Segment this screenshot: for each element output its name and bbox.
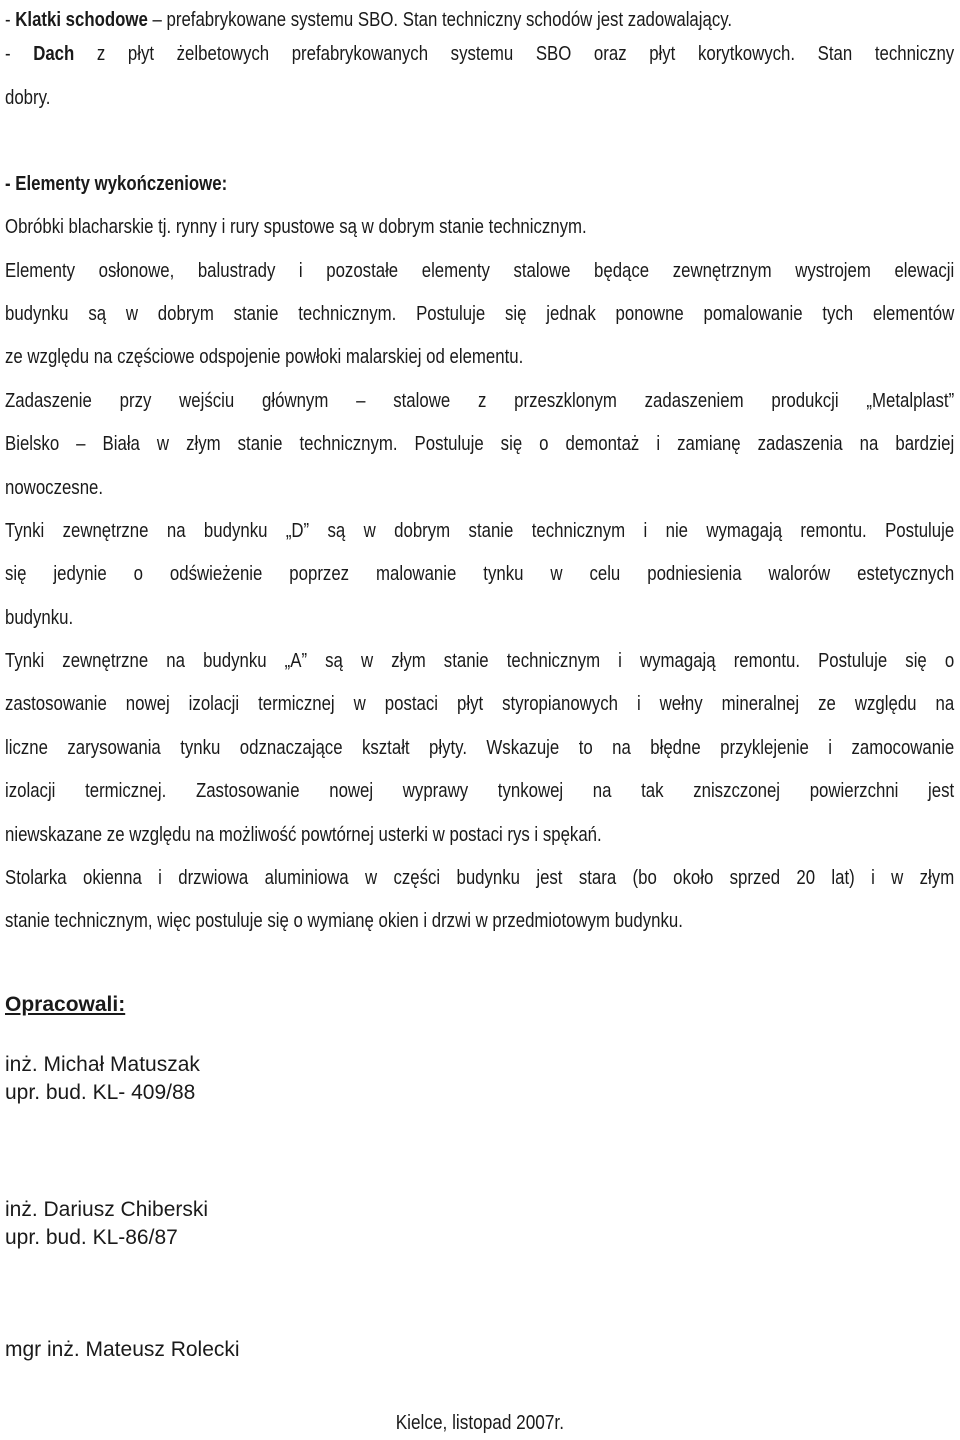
paragraph-line: izolacji termicznej. Zastosowanie nowej wyprawy tynkowej na tak zniszczonej powierzchni jest: [5, 780, 955, 802]
paragraph-line: budynku.: [5, 607, 74, 629]
list-item-prefix: -: [5, 9, 16, 31]
paragraph-line: się jedynie o odświeżenie poprzez malowanie tynku w celu podniesienia walorów estetycznych: [5, 563, 955, 585]
paragraph-line: Tynki zewnętrzne na budynku „A” są w złym stanie technicznym i wymagają remontu. Postuluje się o: [5, 650, 955, 672]
paragraph-line: Obróbki blacharskie tj. rynny i rury spustowe są w dobrym stanie technicznym.: [5, 216, 587, 238]
paragraph-line: stanie technicznym, więc postuluje się o wymianę okien i drzwi w przedmiotowym budynku.: [5, 910, 683, 932]
paragraph-line: niewskazane ze względu na możliwość powtórnej usterki w postaci rys i spękań.: [5, 824, 602, 846]
list-item-text: – prefabrykowane systemu SBO. Stan techniczny schodów jest zadowalający.: [147, 9, 733, 31]
author-license: upr. bud. KL-86/87: [5, 1226, 178, 1249]
paragraph-line: Elementy osłonowe, balustrady i pozostałe elementy stalowe będące zewnętrznym wystrojem elewacji: [5, 260, 955, 282]
paragraph-line: Zadaszenie przy wejściu głównym – stalowe z przeszklonym zadaszeniem produkcji „Metalplast”: [5, 390, 955, 412]
paragraph-line: Tynki zewnętrzne na budynku „D” są w dobrym stanie technicznym i nie wymagają remontu. Postuluje: [5, 520, 955, 542]
paragraph-line: Bielsko – Biała w złym stanie technicznym. Postuluje się o demontaż i zamianę zadaszenia na bardziej: [5, 433, 955, 455]
paragraph-line: Stolarka okienna i drzwiowa aluminiowa w części budynku jest stara (bo około sprzed 20 lat) i w złym: [5, 867, 955, 889]
list-item-dach-continuation: dobry.: [5, 87, 51, 109]
paragraph-line: budynku są w dobrym stanie technicznym. Postuluje się jednak ponowne pomalowanie tych elementów: [5, 303, 955, 325]
list-item-label: Dach: [33, 43, 75, 65]
list-item-text: z płyt żelbetowych prefabrykowanych systemu SBO oraz płyt korytkowych. Stan techniczny: [74, 43, 955, 65]
paragraph-line: ze względu na częściowe odspojenie powłoki malarskiej od elementu.: [5, 346, 524, 368]
list-item-klatki: [5, 8, 803, 32]
list-item-dach: [5, 42, 954, 66]
authors-heading: Opracowali:: [5, 993, 126, 1016]
author-license: upr. bud. KL- 409/88: [5, 1081, 196, 1104]
author-name: mgr inż. Mateusz Rolecki: [5, 1338, 240, 1361]
paragraph-line: zastosowanie nowej izolacji termicznej w postaci płyt styropianowych i wełny mineralnej ze względu na: [5, 693, 955, 715]
section-heading: - Elementy wykończeniowe:: [5, 173, 228, 195]
author-name: inż. Dariusz Chiberski: [5, 1198, 209, 1221]
place-date: [0, 1411, 960, 1435]
author-name: inż. Michał Matuszak: [5, 1053, 200, 1076]
paragraph-line: liczne zarysowania tynku odznaczające kształt płyty. Wskazuje to na błędne przyklejenie i zamocowanie: [5, 737, 955, 759]
paragraph-line: nowoczesne.: [5, 477, 104, 499]
list-item-prefix: -: [5, 43, 34, 65]
place-date-text: Kielce, listopad 2007r.: [395, 1412, 565, 1434]
list-item-label: Klatki schodowe: [15, 9, 148, 31]
